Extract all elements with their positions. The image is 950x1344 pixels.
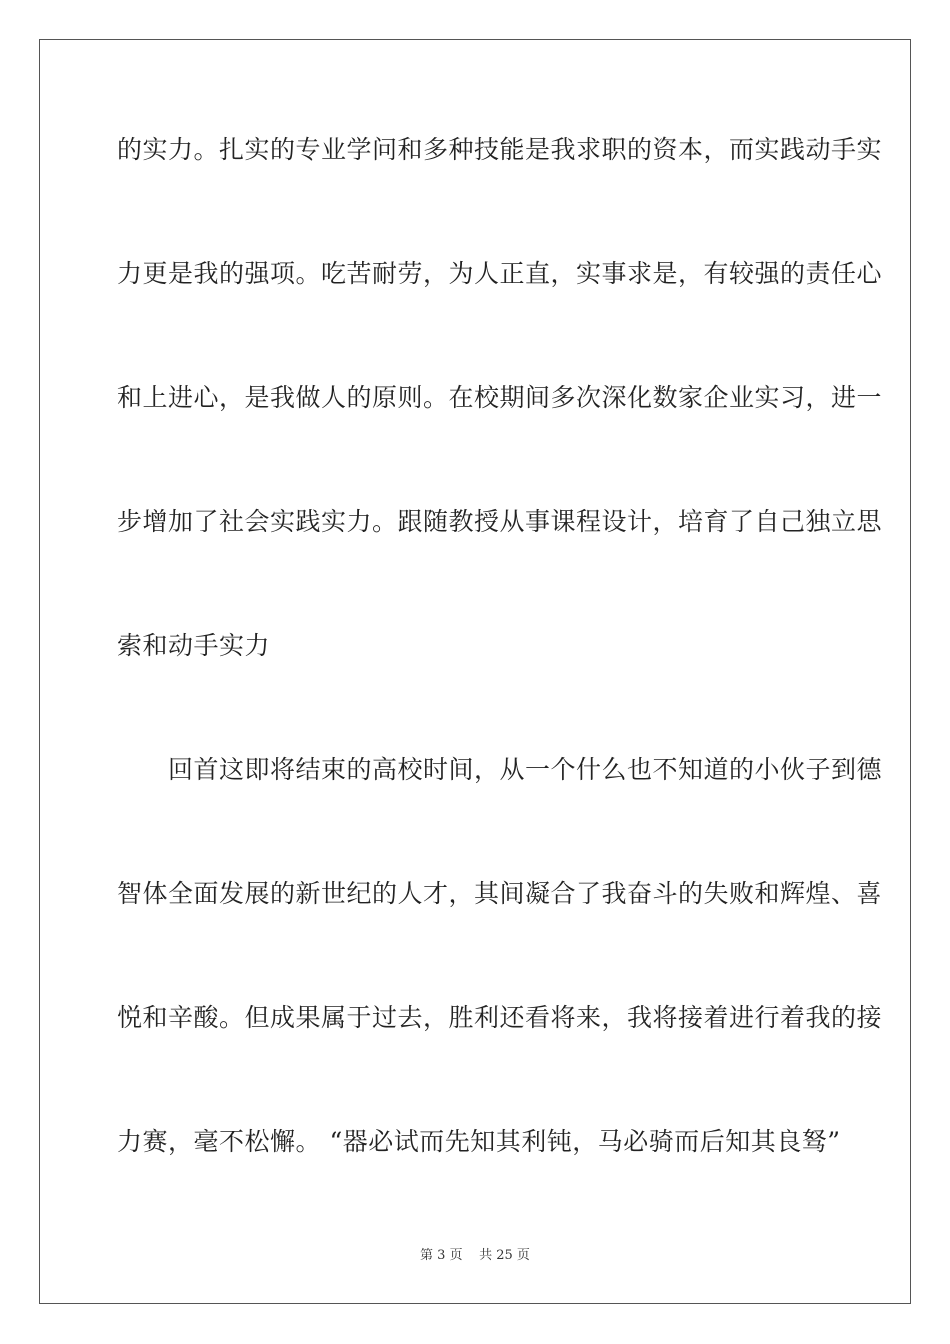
paragraph-2-line-3: 悦和辛酸。但成果属于过去，胜利还看将来，我将接着进行着我的接 [117,1003,883,1032]
paragraph-2-line-4: 力赛，毫不松懈。 “器必试而先知其利钝，马必骑而后知其良驽” [117,1127,841,1156]
paragraph-1-line-5: 索和动手实力 [117,631,271,660]
paragraph-1-line-3: 和上进心，是我做人的原则。在校期间多次深化数家企业实习，进一 [117,383,883,412]
page-border [39,39,911,1304]
paragraph-2-line-1: 回首这即将结束的高校时间，从一个什么也不知道的小伙子到德 [168,755,883,784]
page-total: 共 25 页 [479,1248,530,1263]
page-number: 第 3 页 [420,1248,463,1263]
paragraph-2-line-2: 智体全面发展的新世纪的人才，其间凝合了我奋斗的失败和辉煌、喜 [117,879,883,908]
paragraph-1-line-1: 的实力。扎实的专业学问和多种技能是我求职的资本，而实践动手实 [117,135,883,164]
paragraph-1-line-2: 力更是我的强项。吃苦耐劳，为人正直，实事求是，有较强的责任心 [117,259,883,288]
page-footer [0,1247,950,1265]
paragraph-1-line-4: 步增加了社会实践实力。跟随教授从事课程设计，培育了自己独立思 [117,507,883,536]
